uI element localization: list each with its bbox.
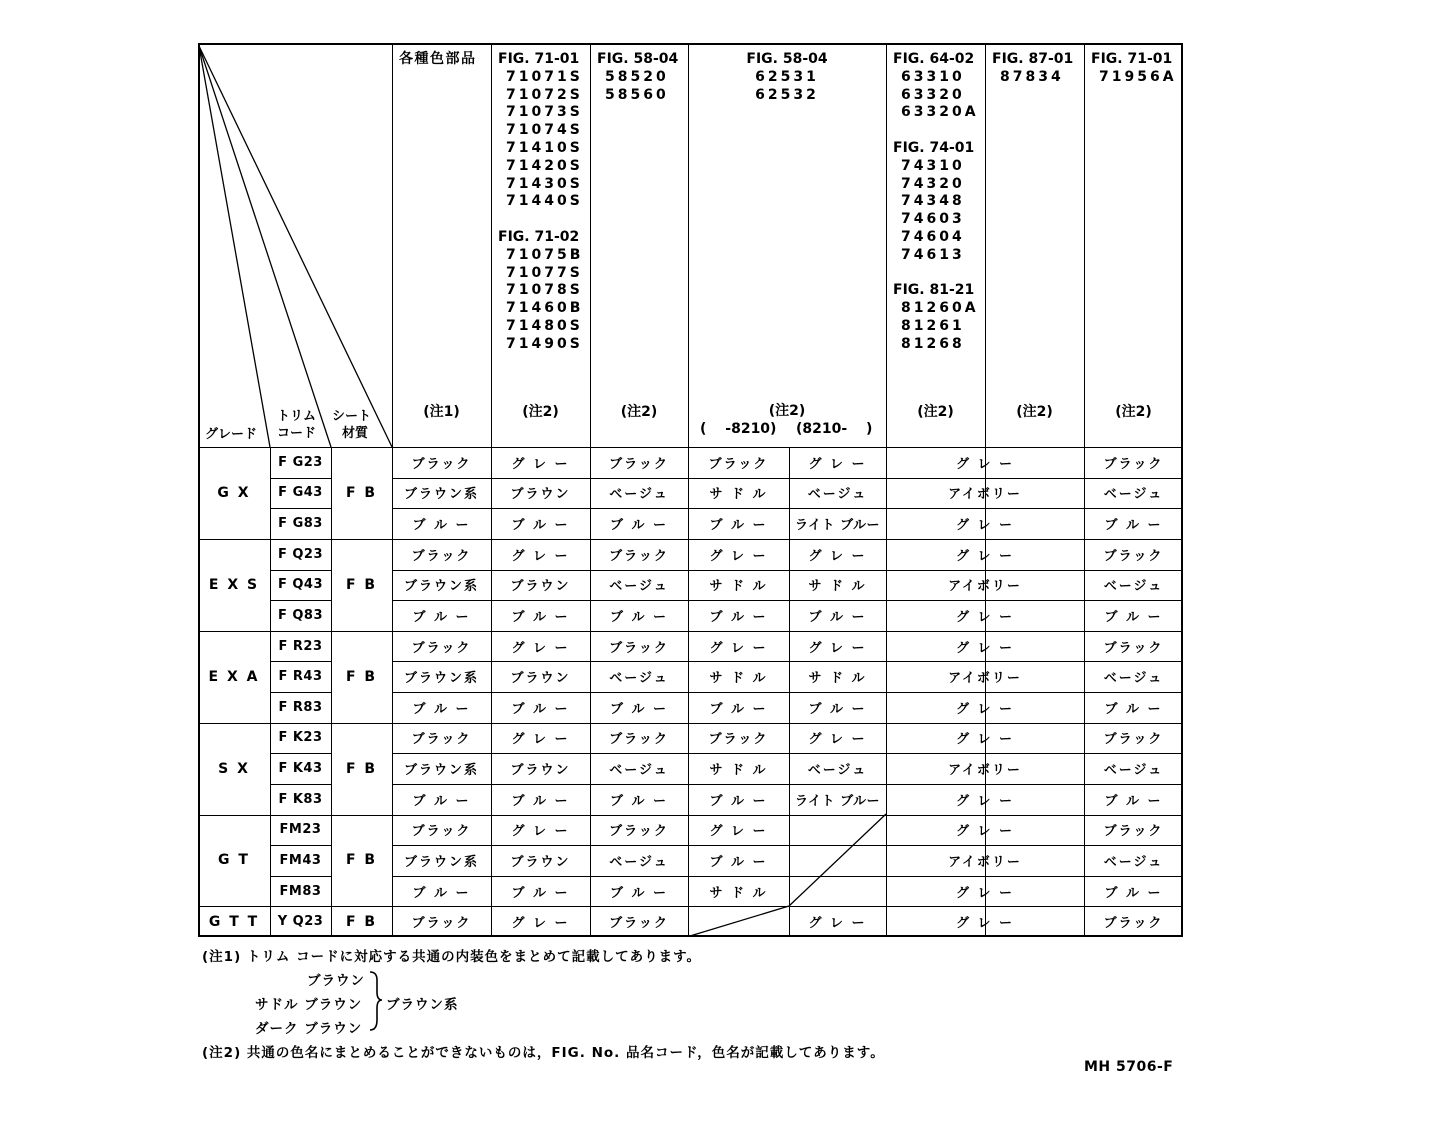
part-code: 71071S [506,68,583,85]
color-cell-c2: ブラウン [510,487,571,503]
color-cell-c5: アイボリー [948,854,1022,870]
header-trim-code-1: トリム [277,409,317,424]
color-cell-c4a: サ ド ル [709,487,768,503]
grade-cell: G X [217,484,251,501]
color-cell-c4a: ブ ル ー [709,701,768,717]
fig-number: FIG. 71-02 [498,228,580,245]
color-cell-c2: ブ ル ー [511,518,570,534]
color-cell-c4b: グ レ ー [808,916,867,932]
color-cell-c1: ブ ル ー [412,518,471,534]
part-code: 58560 [605,86,669,103]
fig-number: FIG. 74-01 [893,139,975,156]
color-cell-c2: ブ ル ー [511,793,570,809]
color-cell-c1: ブラック [411,456,472,472]
trim-code-cell: F K43 [278,761,323,777]
part-code: 81260A [901,300,979,317]
header-note-ref: (注2) [1115,404,1152,420]
note-1: (注1) トリム コードに対応する共通の内装色をまとめて記載してあります。 [202,949,702,965]
color-cell-c2: グ レ ー [511,640,570,656]
grade-cell: S X [218,760,250,777]
color-cell-c1: ブラウン系 [403,763,479,779]
fig-number: FIG. 58-04 [597,51,679,67]
color-cell-c5: グ レ ー [955,916,1015,932]
color-cell-c7: ブラック [1103,640,1164,656]
color-cell-c4b: サ ド ル [808,579,867,595]
part-code: 87834 [1000,68,1064,85]
color-cell-c2: グ レ ー [511,548,570,564]
color-cell-c4a: グ レ ー [709,640,768,656]
color-cell-c4a: サ ド ル [709,671,768,687]
color-cell-c2: ブ ル ー [511,701,570,717]
color-cell-c7: ブラック [1103,456,1164,472]
color-cell-c1: ブラウン系 [403,854,479,870]
part-code: 74348 [901,193,965,210]
trim-code-cell: F R43 [278,669,323,685]
part-code: 71410S [506,139,583,156]
color-cell-c3: ブラック [609,916,669,932]
part-code: 71075B [506,246,584,263]
color-cell-c3: ブラック [609,824,669,840]
part-code: 71073S [506,104,583,121]
color-cell-c4a: ブ ル ー [709,854,768,870]
color-cell-c4a: ブ ル ー [709,518,768,534]
color-cell-c3: ブラック [609,640,669,656]
color-cell-c5: アイボリー [948,671,1022,687]
color-cell-c4b: ベージュ [807,487,868,503]
part-code: 71440S [506,193,583,210]
trim-code-cell: FM23 [279,822,322,838]
color-cell-c2: グ レ ー [511,824,570,840]
brace-item-2: サドル ブラウン [255,997,363,1013]
part-code: 71074S [506,122,583,139]
part-code: 62532 [755,86,819,103]
color-cell-c2: グ レ ー [511,456,570,472]
trim-code-cell: Y Q23 [277,914,324,930]
part-code: 63320A [901,104,979,121]
brace-item-3: ダーク ブラウン [255,1021,363,1037]
trim-code-cell: F G83 [278,516,323,532]
header-note-ref: (注2) [917,404,954,420]
color-cell-c4a: サ ド ル [709,579,768,595]
seat-material-cell: F B [345,913,378,930]
color-cell-c5: グ レ ー [955,456,1015,472]
part-code: 71460B [506,300,584,317]
color-cell-c7: ブラック [1103,916,1164,932]
fig-number: FIG. 87-01 [992,51,1074,67]
part-code: 74320 [901,175,965,192]
color-cell-c3: ブ ル ー [609,701,669,717]
trim-code-cell: F K23 [278,730,323,746]
fig-number: FIG. 58-04 [746,51,828,67]
color-cell-c4a: グ レ ー [709,548,768,564]
color-cell-c5: アイボリー [948,579,1022,595]
color-cell-c4b: グ レ ー [808,548,867,564]
color-cell-c3: ブラック [609,732,669,748]
fig-number: FIG. 71-01 [498,51,580,67]
color-cell-c7: ベージュ [1103,671,1164,687]
part-code: 74603 [901,211,965,228]
color-cell-c4a: ブラック [708,732,769,748]
color-cell-c3: ブラック [609,548,669,564]
color-cell-c7: ブ ル ー [1104,885,1163,901]
color-cell-c2: ブラウン [510,671,571,687]
header-note-ref: (注1) [423,404,460,420]
serial-range-right: (8210- ) [796,421,873,437]
header-seat-1: シート [332,409,372,424]
grade-cell: E X S [208,576,260,593]
header-note-ref: (注2) [522,404,559,420]
color-cell-c3: ブ ル ー [609,793,669,809]
color-cell-c7: ブ ル ー [1104,793,1163,809]
trim-code-cell: F Q43 [277,577,324,593]
color-cell-c7: ブ ル ー [1104,701,1163,717]
color-cell-c1: ブラック [411,640,472,656]
header-seat-2: 材質 [342,426,369,441]
part-code: 74310 [901,157,965,174]
color-cell-c4a: グ レ ー [709,824,768,840]
seat-material-cell: F B [345,484,378,501]
color-cell-c3: ブ ル ー [609,885,669,901]
color-cell-c7: ベージュ [1103,854,1164,870]
color-cell-c1: ブ ル ー [412,701,471,717]
part-code: 71430S [506,175,583,192]
color-cell-c1: ブラック [411,548,472,564]
color-cell-c5: アイボリー [948,763,1022,779]
color-cell-c4b: ライト ブルー [794,518,881,534]
color-cell-c1: ブラック [411,732,472,748]
color-cell-c1: ブ ル ー [412,609,471,625]
color-cell-c4b: サ ド ル [808,671,867,687]
trim-code-cell: F Q23 [277,546,324,562]
color-cell-c2: ブ ル ー [511,609,570,625]
color-cell-c7: ブ ル ー [1104,609,1163,625]
header-note-ref: (注2) [768,403,806,419]
part-code: 81268 [901,335,965,352]
part-code: 62531 [755,68,819,85]
color-cell-c1: ブ ル ー [412,885,471,901]
color-cell-c3: ベージュ [609,671,669,687]
color-cell-c2: ブラウン [510,854,571,870]
color-cell-c1: ブラック [411,916,472,932]
seat-material-cell: F B [345,668,378,685]
color-cell-c4a: サ ド ル [709,885,768,901]
color-cell-c7: ベージュ [1103,579,1164,595]
color-cell-c5: グ レ ー [955,885,1015,901]
part-code: 58520 [605,68,669,85]
color-cell-c1: ブラウン系 [403,487,479,503]
trim-code-cell: FM43 [279,852,322,868]
trim-code-cell: F R23 [278,638,323,654]
color-cell-c5: グ レ ー [955,518,1015,534]
color-cell-c5: グ レ ー [955,701,1015,717]
part-code: 63310 [901,68,965,85]
color-cell-c7: ベージュ [1103,763,1164,779]
part-code: 71072S [506,86,583,103]
color-cell-c7: ブラック [1103,732,1164,748]
header-grade: グレード [205,427,258,442]
header-note-ref: (注2) [1016,404,1053,420]
color-cell-c4b: ブ ル ー [808,701,867,717]
color-cell-c1: ブラック [411,824,472,840]
trim-code-cell: FM83 [279,883,322,899]
color-cell-c2: ブラウン [510,763,571,779]
part-code: 71078S [506,282,583,299]
seat-material-cell: F B [345,576,378,593]
grade-cell: E X A [208,668,260,685]
header-note-ref: (注2) [620,404,658,420]
color-cell-c3: ベージュ [609,579,669,595]
color-cell-c5: グ レ ー [955,732,1015,748]
color-cell-c5: グ レ ー [955,548,1015,564]
header-label: 各種色部品 [399,51,477,67]
part-code: 71480S [506,317,583,334]
color-cell-c3: ベージュ [609,487,669,503]
color-cell-c5: グ レ ー [955,824,1015,840]
color-cell-c4a: ブラック [708,456,769,472]
document-code: MH 5706-F [1084,1059,1174,1075]
fig-number: FIG. 71-01 [1091,51,1173,67]
fig-number: FIG. 64-02 [893,51,975,67]
color-cell-c5: アイボリー [948,487,1022,503]
color-cell-c1: ブ ル ー [412,793,471,809]
trim-code-cell: F K83 [278,791,323,807]
color-cell-c5: グ レ ー [955,640,1015,656]
color-cell-c7: ブラック [1103,548,1164,564]
color-cell-c1: ブラウン系 [403,671,479,687]
color-cell-c5: グ レ ー [955,793,1015,809]
brace-result: ブラウン系 [386,997,459,1013]
header-trim-code-2: コード [277,426,317,441]
serial-range-left: ( -8210) [700,421,777,437]
seat-material-cell: F B [345,760,378,777]
color-cell-c1: ブラウン系 [403,579,479,595]
part-code: 71077S [506,264,583,281]
brace-item-1: ブラウン [307,973,365,989]
color-cell-c3: ベージュ [609,854,669,870]
color-cell-c4b: グ レ ー [808,640,867,656]
color-cell-c5: グ レ ー [955,609,1015,625]
color-cell-c7: ベージュ [1103,487,1164,503]
fig-number: FIG. 81-21 [893,282,975,299]
color-cell-c4b: ブ ル ー [808,609,867,625]
trim-code-cell: F G43 [278,485,323,501]
seat-material-cell: F B [345,852,378,869]
color-cell-c4a: サ ド ル [709,763,768,779]
part-code: 63320 [901,86,965,103]
color-cell-c7: ブラック [1103,824,1164,840]
part-code: 74613 [901,246,965,263]
part-code: 71956A [1099,68,1177,85]
color-cell-c3: ブラック [609,456,669,472]
color-cell-c7: ブ ル ー [1104,518,1163,534]
part-code: 71420S [506,157,583,174]
color-cell-c3: ブ ル ー [609,609,669,625]
grade-cell: G T T [208,913,260,930]
color-cell-c4a: ブ ル ー [709,609,768,625]
color-cell-c3: ベージュ [609,763,669,779]
color-cell-c4b: グ レ ー [808,732,867,748]
color-cell-c2: グ レ ー [511,916,570,932]
color-cell-c2: ブラウン [510,579,571,595]
color-cell-c4b: ライト ブルー [794,793,881,809]
color-cell-c4b: グ レ ー [808,456,867,472]
part-code: 74604 [901,228,965,245]
color-cell-c2: グ レ ー [511,732,570,748]
trim-code-cell: F R83 [278,699,323,715]
color-cell-c4a: ブ ル ー [709,793,768,809]
trim-code-cell: F Q83 [277,607,324,623]
part-code: 71490S [506,335,583,352]
color-cell-c2: ブ ル ー [511,885,570,901]
part-code: 81261 [901,317,965,334]
grade-cell: G T [218,852,250,869]
color-cell-c3: ブ ル ー [609,518,669,534]
note-2: (注2) 共通の色名にまとめることができないものは，FIG. No. 品名コード，色名が記載してあります。 [202,1045,885,1061]
trim-code-cell: F G23 [278,454,323,470]
color-cell-c4b: ベージュ [807,763,868,779]
